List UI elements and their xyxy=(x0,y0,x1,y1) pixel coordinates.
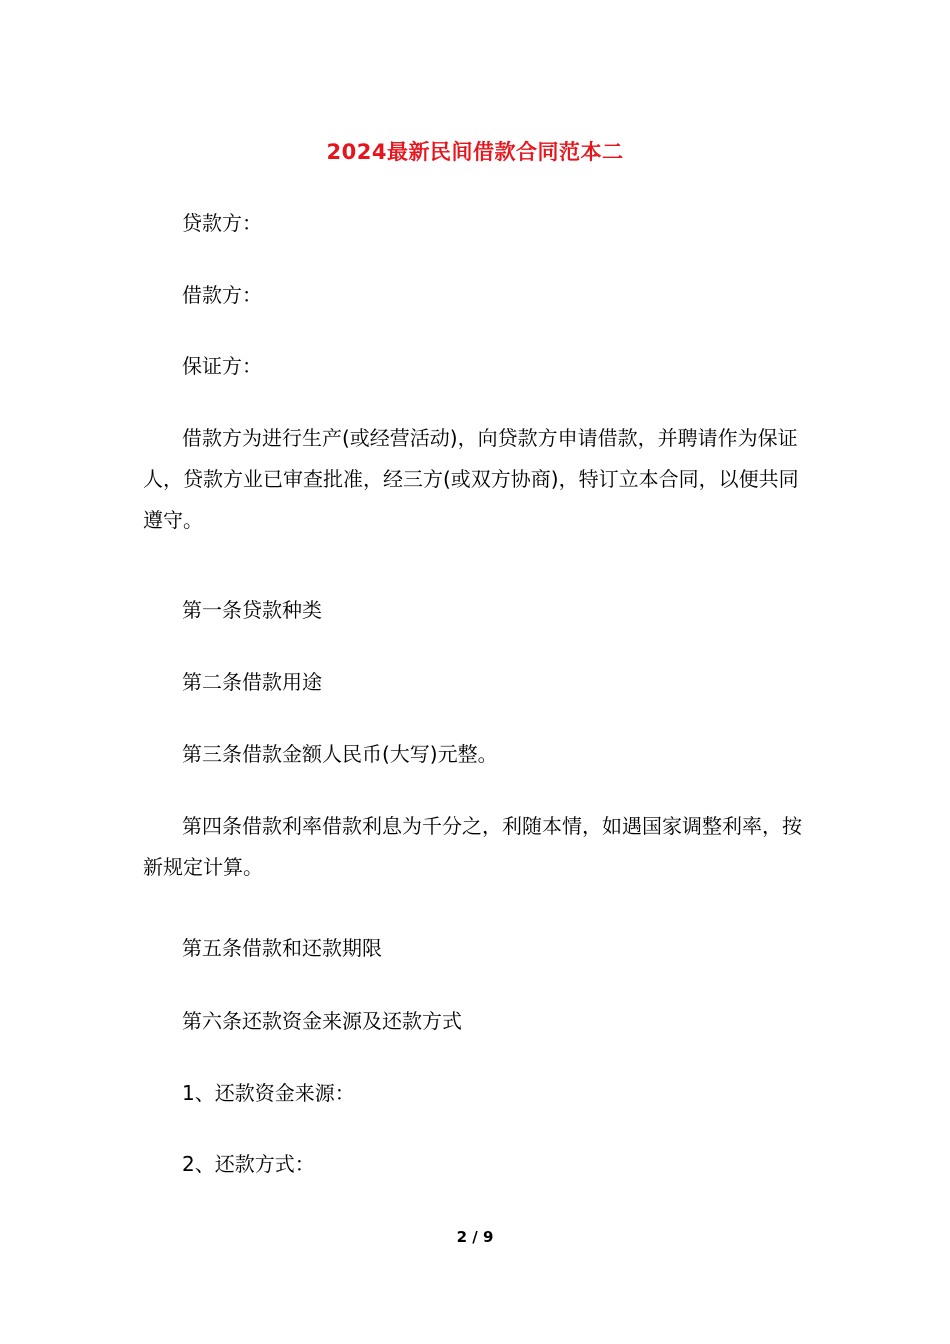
guarantor-line: 保证方： xyxy=(182,354,262,378)
article-5: 第五条借款和还款期限 xyxy=(182,936,382,960)
page-indicator: 2 / 9 xyxy=(456,1228,494,1246)
article-6: 第六条还款资金来源及还款方式 xyxy=(182,1009,462,1033)
document-title: 2024最新民间借款合同范本二 xyxy=(326,140,624,164)
item-2: 2、还款方式： xyxy=(182,1152,315,1176)
borrower-line: 借款方： xyxy=(182,283,262,307)
article-3: 第三条借款金额人民币(大写)元整。 xyxy=(182,742,498,766)
lender-line: 贷款方： xyxy=(182,211,262,235)
article-1: 第一条贷款种类 xyxy=(182,598,322,622)
article-4: 第四条借款利率借款利息为千分之，利随本情，如遇国家调整利率，按新规定计算。 xyxy=(143,814,802,879)
item-1: 1、还款资金来源： xyxy=(182,1081,355,1105)
intro-paragraph: 借款方为进行生产(或经营活动)，向贷款方申请借款，并聘请作为保证人，贷款方业已审查批准，经三方(或双方协商)，特订立本合同，以便共同遵守。 xyxy=(143,426,799,532)
article-2: 第二条借款用途 xyxy=(182,670,322,694)
